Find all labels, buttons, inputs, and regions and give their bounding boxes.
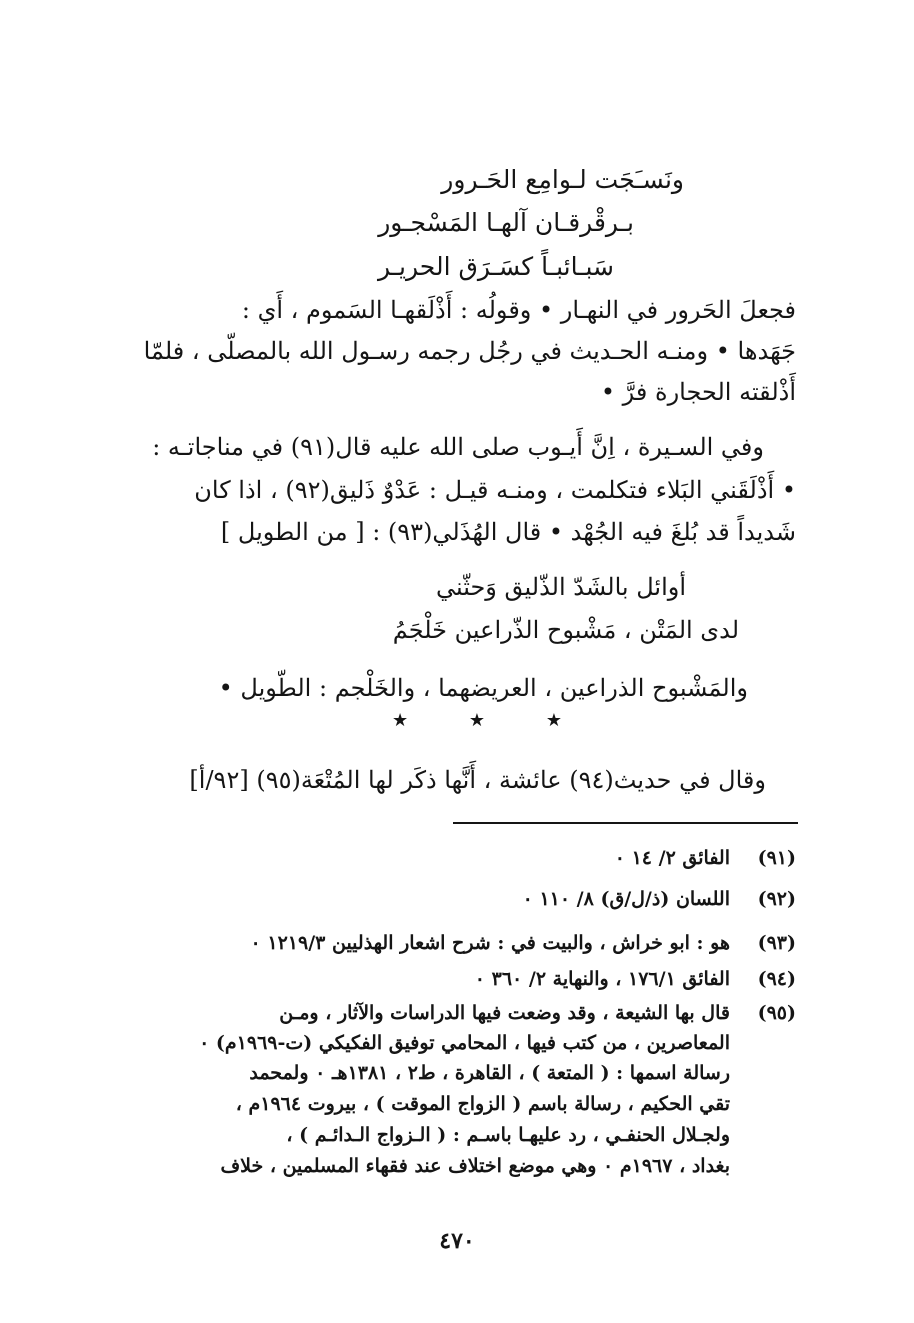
star-icon: ★ xyxy=(545,710,562,731)
footnote xyxy=(475,966,796,992)
footnote-text: الفائق ١٧٦/١ ، والنهاية ٢/ ٣٦٠ ٠ xyxy=(474,968,730,990)
body-text-line: فجعلَ الحَرور في النهـار • وقولُه : أَذْلَقهـا السَموم ، أَي : xyxy=(241,296,796,324)
body-text-line: وقال في حديث(٩٤) عائشة ، أَنَّها ذكَر لها المُتْعَة(٩٥) [٩٢/أ] xyxy=(189,766,766,794)
body-text-line: شَديداً قد بُلغَ فيه الجُهْد • قال الهُذَلي(٩٣) : [ من الطويل ] xyxy=(220,518,796,546)
page-number: ٤٧٠ xyxy=(439,1228,475,1254)
footnote-continuation: بغداد ، ١٩٦٧م ٠ وهي موضع اختلاف عند فقهاء المسلمين ، خلاف xyxy=(220,1155,730,1177)
footnote xyxy=(251,930,796,956)
footnote-continuation: رسالة اسمها : ( المتعة ) ، القاهرة ، ط٢ ، ١٣٨١هـ ٠ ولمحمد xyxy=(249,1062,730,1084)
footnote-number: (٩٣) xyxy=(757,932,796,954)
star-icon: ★ xyxy=(392,710,409,731)
footnote-continuation: تقي الحكيم ، رسالة باسم ( الزواج الموقت ) ، بيروت ١٩٦٤م ، xyxy=(235,1093,730,1115)
body-text-line: وفي السـيرة ، اِنَّ أَيـوب صلى الله عليه قال(٩١) في مناجاتـه : xyxy=(152,433,764,461)
footnote-number: (٩٥) xyxy=(757,1002,796,1024)
body-text-line: • أَذْلَقَني البَلاء فتكلمت ، ومنـه قيـل : عَدْوٌ ذَليق(٩٢) ، اذا كان xyxy=(194,476,796,504)
footnote-text: اللسان (ذ/ل/ق) ٨/ ١١٠ ٠ xyxy=(522,888,730,910)
star-icon: ★ xyxy=(468,710,486,731)
footnote-text: الفائق ٢/ ١٤ ٠ xyxy=(614,847,730,869)
verse-line: لدى المَتْن ، مَشْبوح الذّراعين خَلْجَمُ xyxy=(392,616,739,644)
footnote-text: هو : ابو خراش ، والبيت في : شرح اشعار الهذليين ١٢١٩/٣ ٠ xyxy=(250,932,730,954)
footnote-divider xyxy=(453,822,798,824)
footnote-number: (٩٤) xyxy=(757,968,796,990)
footnote xyxy=(615,845,796,871)
footnote-continuation: المعاصرين ، من كتب فيها ، المحامي توفيق الفكيكي (ت-١٩٦٩م) ٠ xyxy=(199,1032,730,1054)
footnote-continuation: ولجـلال الحنفـي ، رد عليهـا باسـم : ( الـزواج الـدائـم ) ، xyxy=(286,1124,730,1146)
section-separator xyxy=(392,710,562,731)
footnote xyxy=(523,886,796,912)
footnote-number: (٩١) xyxy=(757,847,796,869)
footnote xyxy=(279,1000,796,1026)
footnote-number: (٩٢) xyxy=(757,888,796,910)
footnote-text: قال بها الشيعة ، وقد وضعت فيها الدراسات والآثار ، ومـن xyxy=(279,1002,730,1024)
body-text-line: أَذْلقته الحجارة فرَّ • xyxy=(600,378,796,406)
body-text-line: جَهَدها • ومنـه الحـديث في رجُل رجمه رسـول الله بالمصلّى ، فلمّا xyxy=(143,337,796,365)
verse-line: بـرقْرقـان آلهـا المَسْجـور xyxy=(378,208,634,237)
verse-line: سَبـائبـاً كسَـرَق الحريـر xyxy=(377,252,614,281)
body-text-line: والمَشْبوح الذراعين ، العريضهما ، والخَلْجم : الطّويل • xyxy=(218,674,748,702)
verse-line: أوائل بالشَدّ الذّليق وَحثّني xyxy=(435,573,686,601)
verse-line: ونَسـَجَت لـوامِع الحَـرور xyxy=(441,165,684,194)
